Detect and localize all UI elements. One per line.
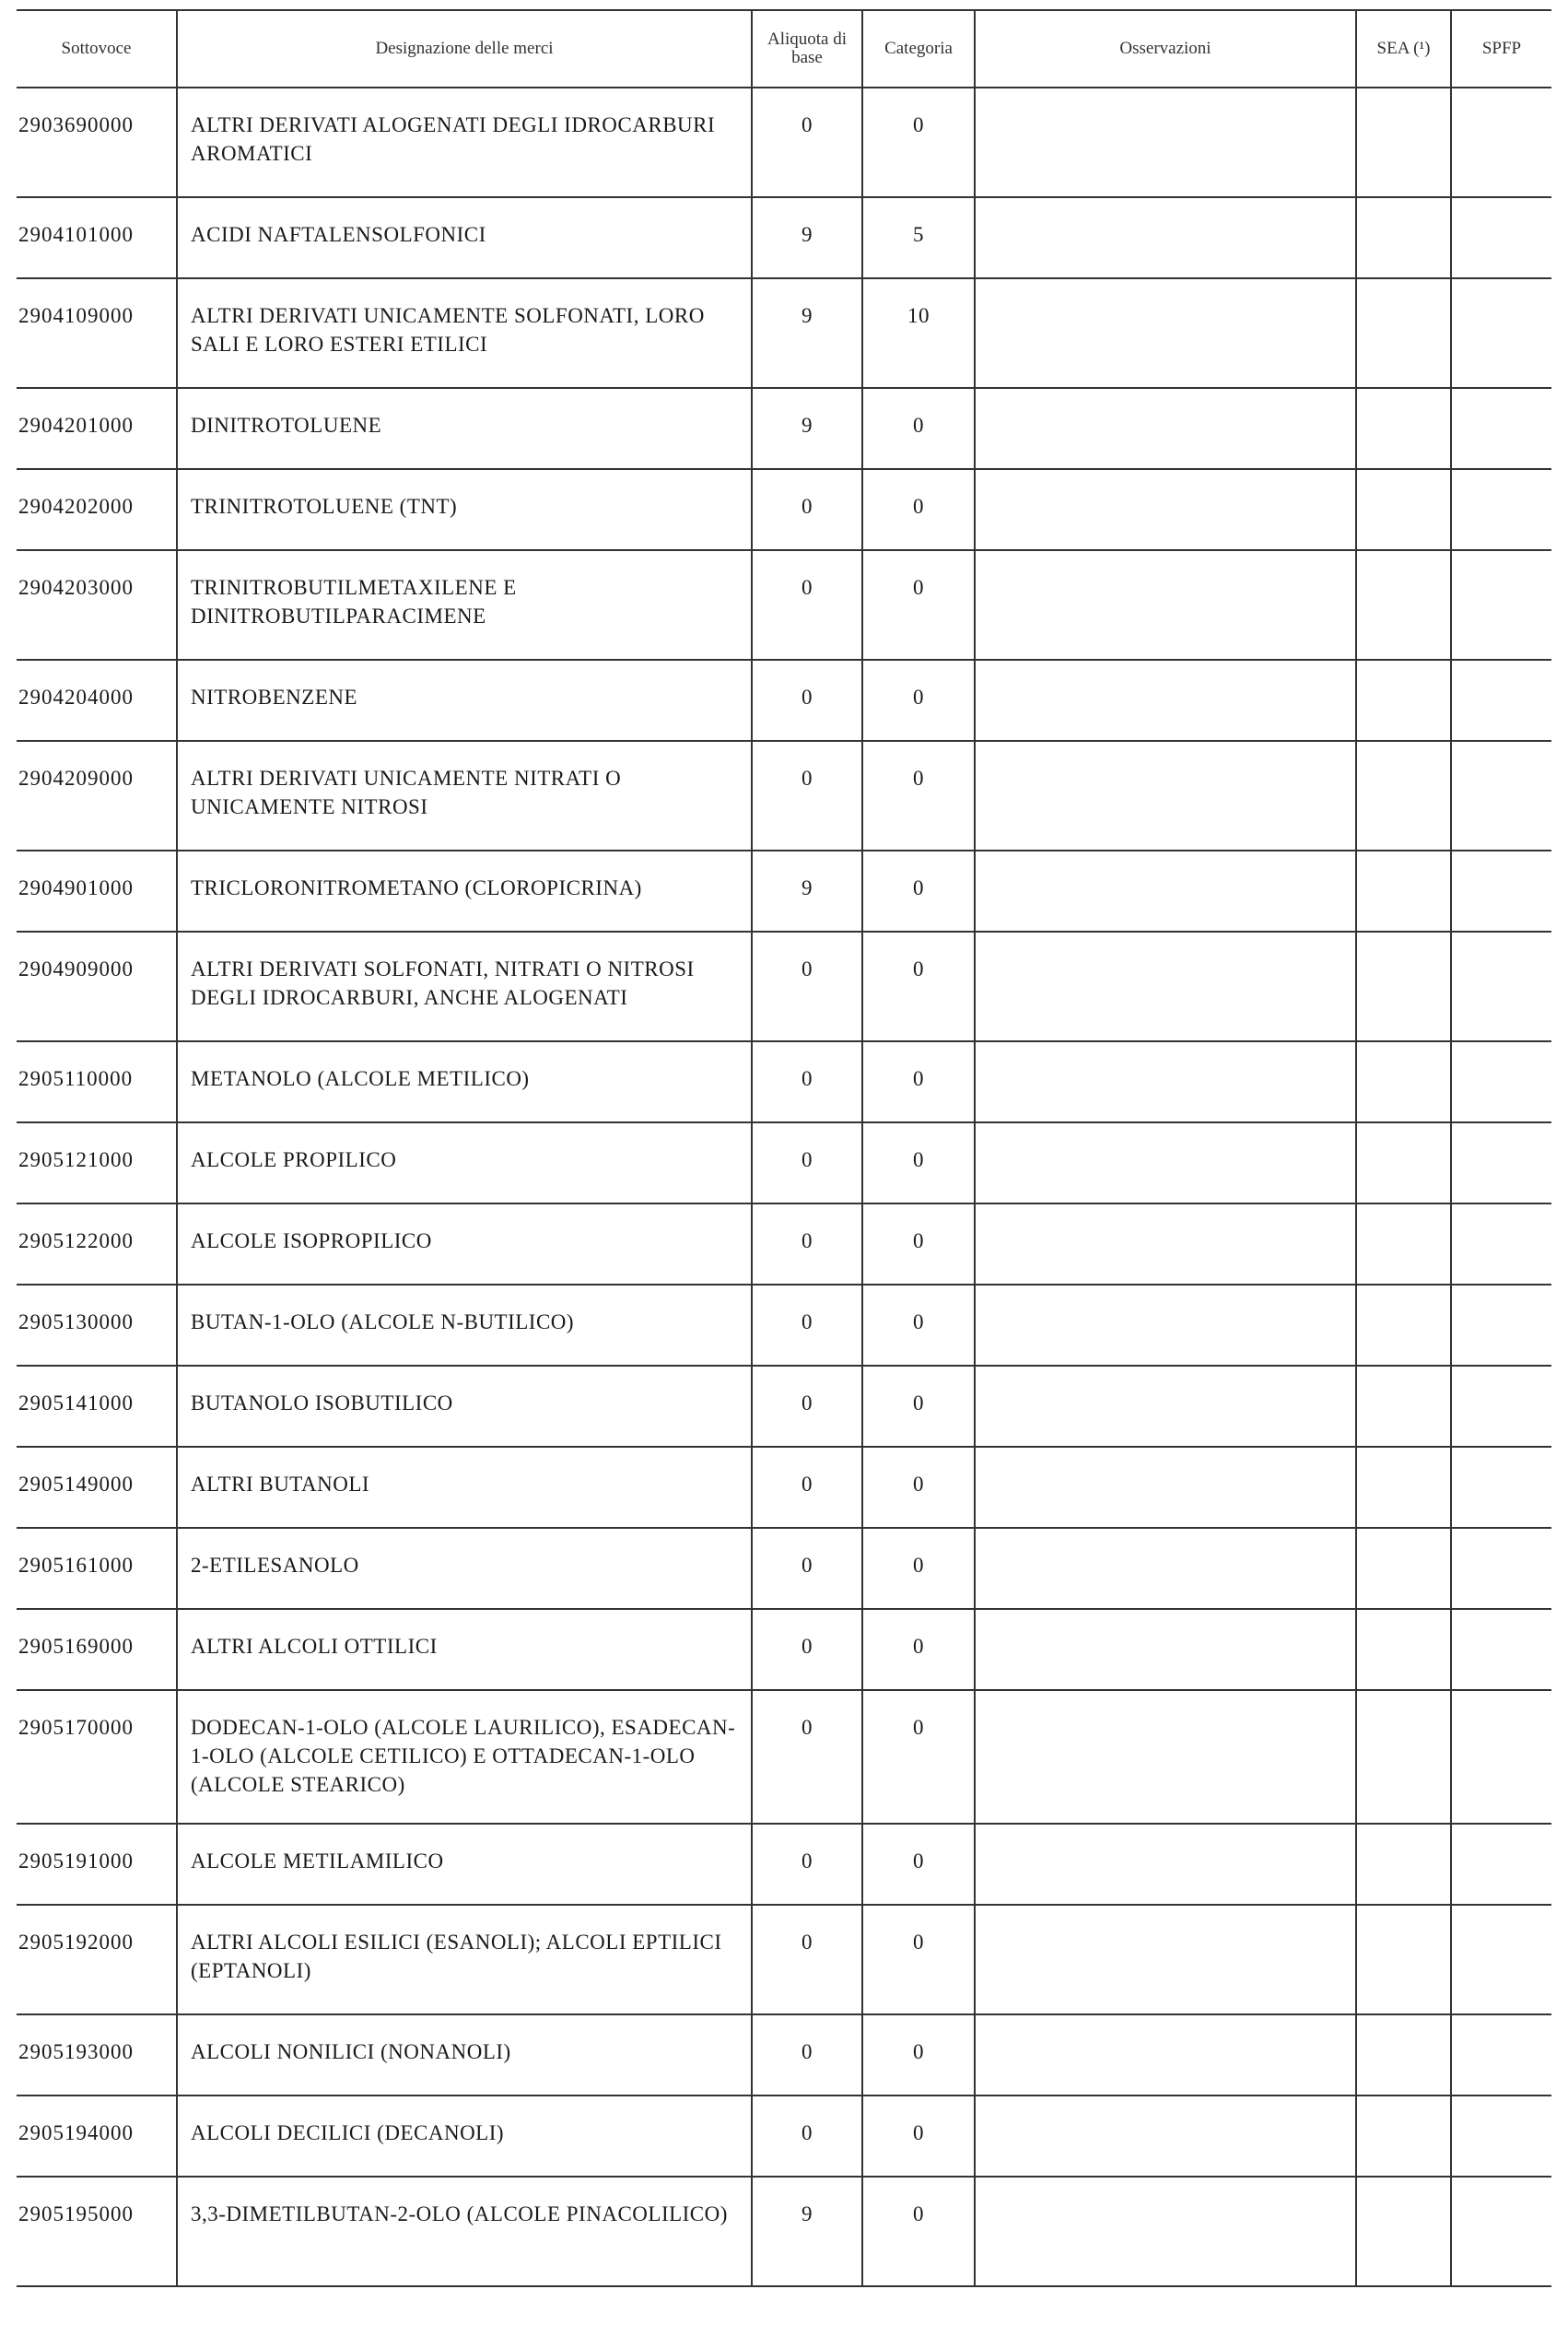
cell-category: 0: [862, 550, 975, 660]
cell-base-rate: 0: [752, 1122, 862, 1203]
table-row: [17, 1122, 1551, 1203]
cell-code: 2905193000: [17, 2014, 177, 2096]
cell-category: 0: [862, 1690, 975, 1824]
cell-base-rate: 0: [752, 1285, 862, 1366]
cell-code: 2905195000: [17, 2177, 177, 2286]
cell-code: 2904201000: [17, 388, 177, 469]
cell-description: ALCOLI NONILICI (NONANOLI): [177, 2014, 752, 2096]
cell-sea: [1356, 1528, 1451, 1609]
cell-category: 0: [862, 1609, 975, 1690]
cell-spfp: [1451, 1690, 1551, 1824]
cell-category: 5: [862, 197, 975, 278]
cell-code: 2905149000: [17, 1447, 177, 1528]
table-row: [17, 1609, 1551, 1690]
cell-category: 0: [862, 1285, 975, 1366]
table-row: [17, 88, 1551, 197]
cell-spfp: [1451, 1905, 1551, 2014]
table-row: [17, 1041, 1551, 1122]
table-header: [17, 10, 1551, 88]
cell-sea: [1356, 1041, 1451, 1122]
cell-code: 2905130000: [17, 1285, 177, 1366]
cell-sea: [1356, 1690, 1451, 1824]
cell-category: 0: [862, 1203, 975, 1285]
header-code: Sottovoce: [17, 10, 177, 88]
cell-description: ALTRI DERIVATI UNICAMENTE NITRATI O UNICAMENTE NITROSI: [177, 741, 752, 851]
cell-observations: [975, 88, 1356, 197]
header-category: Categoria: [862, 10, 975, 88]
cell-observations: [975, 1609, 1356, 1690]
cell-category: 0: [862, 660, 975, 741]
cell-category: 0: [862, 1528, 975, 1609]
table-row: [17, 388, 1551, 469]
cell-spfp: [1451, 388, 1551, 469]
cell-category: 0: [862, 1041, 975, 1122]
cell-code: 2905192000: [17, 1905, 177, 2014]
cell-sea: [1356, 88, 1451, 197]
cell-base-rate: 0: [752, 88, 862, 197]
header-spfp: SPFP: [1451, 10, 1551, 88]
cell-spfp: [1451, 1285, 1551, 1366]
header-description: Designazione delle merci: [177, 10, 752, 88]
cell-description: ALTRI BUTANOLI: [177, 1447, 752, 1528]
table-row: [17, 741, 1551, 851]
cell-category: 0: [862, 2177, 975, 2286]
cell-base-rate: 0: [752, 1905, 862, 2014]
cell-code: 2904901000: [17, 851, 177, 932]
cell-observations: [975, 1122, 1356, 1203]
cell-code: 2905121000: [17, 1122, 177, 1203]
cell-observations: [975, 2177, 1356, 2286]
cell-observations: [975, 1366, 1356, 1447]
table-row: [17, 550, 1551, 660]
cell-sea: [1356, 1285, 1451, 1366]
cell-observations: [975, 1528, 1356, 1609]
cell-category: 0: [862, 2096, 975, 2177]
cell-observations: [975, 278, 1356, 388]
cell-observations: [975, 1690, 1356, 1824]
cell-spfp: [1451, 741, 1551, 851]
cell-category: 0: [862, 2014, 975, 2096]
cell-description: BUTANOLO ISOBUTILICO: [177, 1366, 752, 1447]
cell-sea: [1356, 1203, 1451, 1285]
cell-base-rate: 0: [752, 1690, 862, 1824]
cell-base-rate: 0: [752, 2096, 862, 2177]
cell-observations: [975, 1203, 1356, 1285]
cell-base-rate: 0: [752, 550, 862, 660]
cell-description: METANOLO (ALCOLE METILICO): [177, 1041, 752, 1122]
cell-description: BUTAN-1-OLO (ALCOLE N-BUTILICO): [177, 1285, 752, 1366]
cell-code: 2904202000: [17, 469, 177, 550]
cell-category: 0: [862, 1905, 975, 2014]
cell-sea: [1356, 1122, 1451, 1203]
cell-sea: [1356, 741, 1451, 851]
cell-spfp: [1451, 1528, 1551, 1609]
cell-observations: [975, 1447, 1356, 1528]
cell-sea: [1356, 851, 1451, 932]
cell-base-rate: 9: [752, 388, 862, 469]
cell-spfp: [1451, 88, 1551, 197]
cell-sea: [1356, 550, 1451, 660]
cell-observations: [975, 550, 1356, 660]
cell-code: 2905191000: [17, 1824, 177, 1905]
cell-sea: [1356, 1609, 1451, 1690]
cell-description: ALTRI ALCOLI OTTILICI: [177, 1609, 752, 1690]
cell-sea: [1356, 932, 1451, 1041]
cell-observations: [975, 2096, 1356, 2177]
cell-category: 0: [862, 1447, 975, 1528]
cell-observations: [975, 388, 1356, 469]
cell-base-rate: 9: [752, 278, 862, 388]
cell-sea: [1356, 2177, 1451, 2286]
cell-sea: [1356, 1905, 1451, 2014]
cell-description: ALCOLE PROPILICO: [177, 1122, 752, 1203]
cell-base-rate: 0: [752, 660, 862, 741]
cell-description: ALTRI DERIVATI SOLFONATI, NITRATI O NITROSI DEGLI IDROCARBURI, ANCHE ALOGENATI: [177, 932, 752, 1041]
cell-category: 0: [862, 1824, 975, 1905]
table-row: [17, 1285, 1551, 1366]
cell-description: 3,3-DIMETILBUTAN-2-OLO (ALCOLE PINACOLILICO): [177, 2177, 752, 2286]
cell-spfp: [1451, 1609, 1551, 1690]
cell-code: 2905194000: [17, 2096, 177, 2177]
cell-code: 2905141000: [17, 1366, 177, 1447]
table-row: [17, 660, 1551, 741]
table-body: [17, 88, 1551, 2286]
cell-code: 2904909000: [17, 932, 177, 1041]
cell-sea: [1356, 2096, 1451, 2177]
cell-sea: [1356, 2014, 1451, 2096]
cell-category: 0: [862, 1122, 975, 1203]
cell-spfp: [1451, 278, 1551, 388]
cell-base-rate: 0: [752, 1366, 862, 1447]
header-sea: SEA (¹): [1356, 10, 1451, 88]
cell-spfp: [1451, 1041, 1551, 1122]
cell-observations: [975, 469, 1356, 550]
cell-code: 2904101000: [17, 197, 177, 278]
cell-spfp: [1451, 2177, 1551, 2286]
cell-code: 2905122000: [17, 1203, 177, 1285]
cell-sea: [1356, 197, 1451, 278]
cell-description: ALCOLE METILAMILICO: [177, 1824, 752, 1905]
cell-description: TRICLORONITROMETANO (CLOROPICRINA): [177, 851, 752, 932]
cell-category: 0: [862, 1366, 975, 1447]
cell-description: ALTRI DERIVATI UNICAMENTE SOLFONATI, LORO SALI E LORO ESTERI ETILICI: [177, 278, 752, 388]
header-observations: Osservazioni: [975, 10, 1356, 88]
cell-base-rate: 9: [752, 851, 862, 932]
cell-code: 2905169000: [17, 1609, 177, 1690]
cell-sea: [1356, 388, 1451, 469]
cell-description: DINITROTOLUENE: [177, 388, 752, 469]
cell-spfp: [1451, 932, 1551, 1041]
cell-spfp: [1451, 851, 1551, 932]
cell-code: 2905170000: [17, 1690, 177, 1824]
cell-base-rate: 0: [752, 469, 862, 550]
cell-base-rate: 9: [752, 2177, 862, 2286]
cell-observations: [975, 197, 1356, 278]
cell-code: 2904204000: [17, 660, 177, 741]
cell-spfp: [1451, 1122, 1551, 1203]
table-row: [17, 2177, 1551, 2286]
cell-description: NITROBENZENE: [177, 660, 752, 741]
cell-base-rate: 0: [752, 2014, 862, 2096]
table-row: [17, 1203, 1551, 1285]
cell-description: TRINITROBUTILMETAXILENE E DINITROBUTILPARACIMENE: [177, 550, 752, 660]
cell-observations: [975, 741, 1356, 851]
cell-description: ALCOLE ISOPROPILICO: [177, 1203, 752, 1285]
cell-sea: [1356, 660, 1451, 741]
cell-sea: [1356, 278, 1451, 388]
cell-observations: [975, 2014, 1356, 2096]
cell-sea: [1356, 1824, 1451, 1905]
cell-base-rate: 0: [752, 1824, 862, 1905]
header-row: [17, 10, 1551, 88]
cell-description: ALCOLI DECILICI (DECANOLI): [177, 2096, 752, 2177]
tariff-table: [17, 9, 1551, 2287]
cell-base-rate: 0: [752, 1609, 862, 1690]
table-row: [17, 1690, 1551, 1824]
cell-base-rate: 0: [752, 932, 862, 1041]
table-row: [17, 1366, 1551, 1447]
cell-observations: [975, 932, 1356, 1041]
cell-observations: [975, 1824, 1356, 1905]
cell-category: 0: [862, 932, 975, 1041]
cell-spfp: [1451, 2096, 1551, 2177]
table-row: [17, 278, 1551, 388]
cell-category: 10: [862, 278, 975, 388]
cell-base-rate: 0: [752, 1447, 862, 1528]
cell-spfp: [1451, 197, 1551, 278]
cell-base-rate: 9: [752, 197, 862, 278]
cell-code: 2905110000: [17, 1041, 177, 1122]
cell-spfp: [1451, 550, 1551, 660]
table-row: [17, 2014, 1551, 2096]
cell-sea: [1356, 1366, 1451, 1447]
cell-category: 0: [862, 469, 975, 550]
table-row: [17, 197, 1551, 278]
cell-spfp: [1451, 1824, 1551, 1905]
cell-description: 2-ETILESANOLO: [177, 1528, 752, 1609]
cell-base-rate: 0: [752, 1203, 862, 1285]
table-row: [17, 2096, 1551, 2177]
cell-category: 0: [862, 741, 975, 851]
cell-spfp: [1451, 1203, 1551, 1285]
cell-observations: [975, 1041, 1356, 1122]
cell-base-rate: 0: [752, 1041, 862, 1122]
cell-code: 2904203000: [17, 550, 177, 660]
cell-observations: [975, 660, 1356, 741]
cell-base-rate: 0: [752, 1528, 862, 1609]
cell-observations: [975, 1905, 1356, 2014]
table-row: [17, 932, 1551, 1041]
cell-description: TRINITROTOLUENE (TNT): [177, 469, 752, 550]
cell-code: 2903690000: [17, 88, 177, 197]
cell-spfp: [1451, 660, 1551, 741]
cell-description: DODECAN-1-OLO (ALCOLE LAURILICO), ESADECAN-1-OLO (ALCOLE CETILICO) E OTTADECAN-1-OLO (ALCOLE STEARICO): [177, 1690, 752, 1824]
cell-spfp: [1451, 2014, 1551, 2096]
table-row: [17, 1447, 1551, 1528]
cell-description: ALTRI ALCOLI ESILICI (ESANOLI); ALCOLI EPTILICI (EPTANOLI): [177, 1905, 752, 2014]
cell-code: 2904109000: [17, 278, 177, 388]
cell-code: 2904209000: [17, 741, 177, 851]
cell-spfp: [1451, 469, 1551, 550]
tariff-page: [17, 9, 1551, 2287]
cell-observations: [975, 1285, 1356, 1366]
cell-category: 0: [862, 388, 975, 469]
cell-sea: [1356, 469, 1451, 550]
table-row: [17, 1905, 1551, 2014]
table-row: [17, 851, 1551, 932]
table-row: [17, 1824, 1551, 1905]
cell-spfp: [1451, 1447, 1551, 1528]
table-row: [17, 469, 1551, 550]
cell-description: ALTRI DERIVATI ALOGENATI DEGLI IDROCARBURI AROMATICI: [177, 88, 752, 197]
cell-code: 2905161000: [17, 1528, 177, 1609]
cell-description: ACIDI NAFTALENSOLFONICI: [177, 197, 752, 278]
table-row: [17, 1528, 1551, 1609]
cell-category: 0: [862, 851, 975, 932]
cell-sea: [1356, 1447, 1451, 1528]
cell-category: 0: [862, 88, 975, 197]
header-base-rate: Aliquota di base: [752, 10, 862, 88]
cell-base-rate: 0: [752, 741, 862, 851]
cell-spfp: [1451, 1366, 1551, 1447]
cell-observations: [975, 851, 1356, 932]
